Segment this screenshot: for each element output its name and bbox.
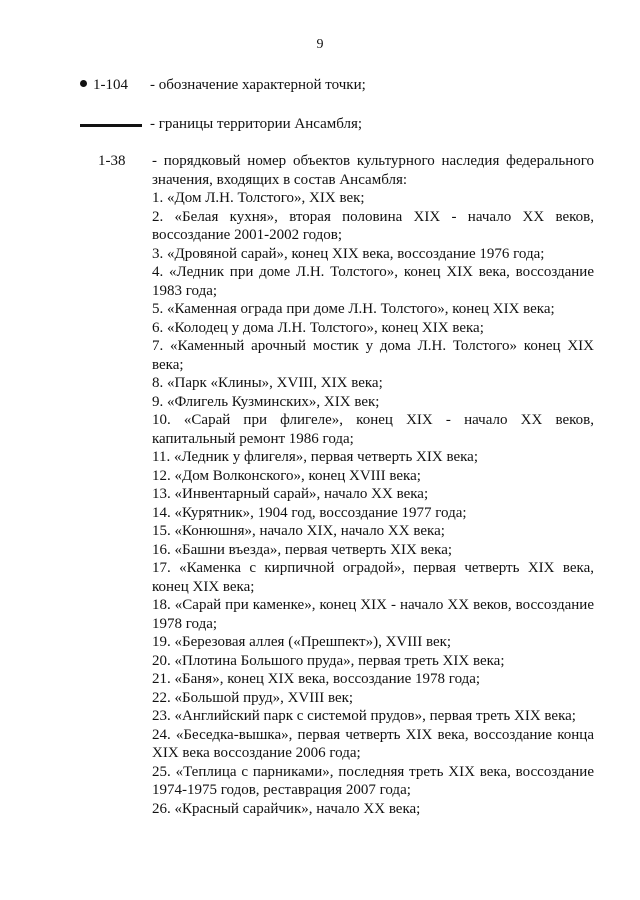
objects-range-label: 1-38 — [98, 153, 126, 169]
boundary-description: - границы территории Ансамбля; — [150, 116, 363, 132]
list-item: 9. «Флигель Кузминских», XIX век; — [152, 393, 380, 410]
list-item: 10. «Сарай при флигеле», конец XIX - начало XX веков, капитальный ремонт 1986 года; — [152, 412, 594, 447]
list-item: 15. «Конюшня», начало XIX, начало XX века; — [152, 523, 445, 539]
list-item: 23. «Английский парк с системой прудов», первая треть XIX века; — [152, 708, 576, 724]
list-item: 26. «Красный сарайчик», начало XX века; — [152, 800, 421, 817]
list-item: 3. «Дровяной сарай», конец XIX века, воссоздание 1976 года; — [152, 245, 545, 262]
list-item: 17. «Каменка с кирпичной оградой», первая четверть XIX века, конец XIX века; — [152, 560, 594, 595]
list-item: 4. «Ледник при доме Л.Н. Толстого», конец XIX века, воссоздание 1983 года; — [152, 264, 594, 299]
page-number: 9 — [316, 37, 324, 52]
list-item: 19. «Березовая аллея («Прешпект»), XVIII век; — [152, 634, 452, 650]
list-item: 25. «Теплица с парниками», последняя треть XIX века, воссоздание 1974-1975 годов, реставрация 2007 года; — [152, 763, 594, 798]
list-item: 20. «Плотина Большого пруда», первая треть XIX века; — [152, 652, 505, 669]
list-item: 16. «Башни въезда», первая четверть XIX века; — [152, 541, 453, 558]
list-item: 13. «Инвентарный сарай», начало XX века; — [152, 486, 429, 502]
list-item: 1. «Дом Л.Н. Толстого», XIX век; — [152, 190, 365, 206]
heritage-objects-list — [152, 189, 594, 818]
objects-body — [152, 152, 594, 818]
boundary-line-icon — [80, 124, 142, 127]
point-symbol-label: 1-104 — [93, 77, 128, 93]
list-item: 18. «Сарай при каменке», конец XIX - начало XX веков, воссоздание 1978 года; — [152, 597, 594, 632]
list-item: 2. «Белая кухня», вторая половина XIX - начало XX веков, воссоздание 2001-2002 годов; — [152, 208, 594, 243]
point-symbol — [80, 76, 128, 94]
list-item: 6. «Колодец у дома Л.Н. Толстого», конец XIX века; — [152, 319, 484, 336]
list-item: 21. «Баня», конец XIX века, воссоздание 1978 года; — [152, 671, 481, 687]
point-description: - обозначение характерной точки; — [150, 77, 366, 93]
list-item: 11. «Ледник у флигеля», первая четверть XIX века; — [152, 449, 478, 465]
list-item: 8. «Парк «Клины», XVIII, XIX века; — [152, 375, 383, 391]
list-item: 14. «Курятник», 1904 год, воссоздание 1977 года; — [152, 504, 467, 521]
list-item: 22. «Большой пруд», XVIII век; — [152, 689, 354, 706]
list-item: 24. «Беседка-вышка», первая четверть XIX века, воссоздание конца XIX века воссоздание 2006 года; — [152, 726, 594, 761]
list-item: 5. «Каменная ограда при доме Л.Н. Толстого», конец XIX века; — [152, 301, 555, 317]
list-item: 12. «Дом Волконского», конец XVIII века; — [152, 467, 421, 484]
bullet-dot-icon — [80, 80, 87, 87]
list-item: 7. «Каменный арочный мостик у дома Л.Н. Толстого» конец XIX века; — [152, 338, 594, 373]
objects-intro: - порядковый номер объектов культурного наследия федерального значения, входящих в состав Ансамбля: — [152, 153, 594, 188]
